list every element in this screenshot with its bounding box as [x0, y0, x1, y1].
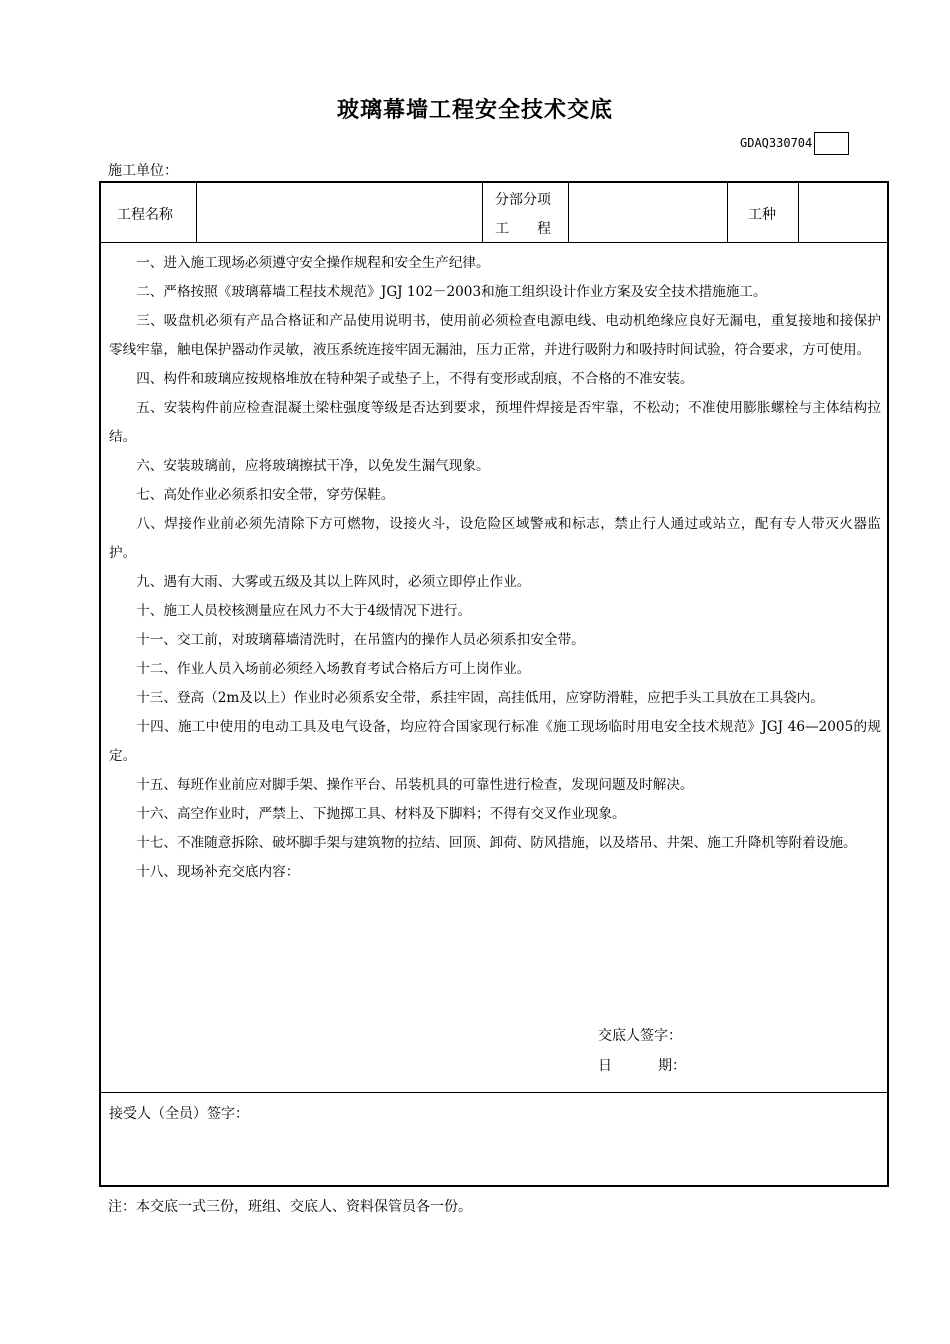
- safety-item: 十五、每班作业前应对脚手架、操作平台、吊装机具的可靠性进行检查，发现问题及时解决。: [136, 777, 694, 793]
- safety-item: 十八、现场补充交底内容：: [136, 864, 300, 880]
- safety-item: 七、高处作业必须系扣安全带，穿劳保鞋。: [136, 487, 395, 503]
- header-divider: [482, 183, 483, 242]
- safety-item: 五、安装构件前应检查混凝土梁柱强度等级是否达到要求，预埋件焊接是否牢靠，不松动；不准使用膨胀螺栓与主体结构拉结。: [109, 400, 881, 445]
- safety-item: 六、安装玻璃前，应将玻璃擦拭干净，以免发生漏气现象。: [136, 458, 490, 474]
- receiver-signature-row[interactable]: [101, 1092, 887, 1122]
- form-code-area: [740, 132, 849, 154]
- sub-project-label-line1: 分部分项: [495, 192, 551, 208]
- safety-item: 三、吸盘机必须有产品合格证和产品使用说明书，使用前必须检查电源电线、电动机绝缘应良好无漏电，重复接地和接保护零线牢靠，触电保护器动作灵敏，液压系统连接牢固无漏油，压力正常，并进行吸附力和吸持时间试验，符合要求，方可使用。: [109, 313, 881, 358]
- date-label-right: 期：: [658, 1058, 686, 1074]
- form-code-box[interactable]: [814, 132, 849, 155]
- safety-item: 十、施工人员校核测量应在风力不大于4级情况下进行。: [136, 603, 472, 619]
- safety-item: 十一、交工前，对玻璃幕墙清洗时，在吊篮内的操作人员必须系扣安全带。: [136, 632, 585, 648]
- safety-item: 十三、登高（2m及以上）作业时必须系安全带，系挂牢固，高挂低用，应穿防滑鞋，应把手头工具放在工具袋内。: [136, 690, 824, 706]
- disclosure-table: [99, 181, 889, 1187]
- safety-item: 十二、作业人员入场前必须经入场教育考试合格后方可上岗作业。: [136, 661, 531, 677]
- safety-item: 九、遇有大雨、大雾或五级及其以上阵风时，必须立即停止作业。: [136, 574, 531, 590]
- discloser-signature-label: 交底人签字：: [598, 1028, 682, 1044]
- sub-project-field[interactable]: [569, 183, 727, 242]
- footnote: 注：本交底一式三份，班组、交底人、资料保管员各一份。: [108, 1199, 472, 1215]
- safety-item: 十四、施工中使用的电动工具及电气设备，均应符合国家现行标准《施工现场临时用电安全技术规范》JGJ 46—2005的规定。: [109, 719, 881, 764]
- document-title: 玻璃幕墙工程安全技术交底: [336, 98, 613, 123]
- construction-unit-label: 施工单位：: [108, 163, 178, 179]
- safety-item: 一、进入施工现场必须遵守安全操作规程和安全生产纪律。: [136, 255, 490, 271]
- project-name-label: 工程名称: [117, 207, 173, 223]
- safety-items: [109, 249, 881, 887]
- form-code: GDAQ330704: [740, 136, 813, 150]
- safety-item: 十七、不准随意拆除、破坏脚手架与建筑物的拉结、回顶、卸荷、防风措施，以及塔吊、井架、施工升降机等附着设施。: [136, 835, 857, 851]
- work-type-field[interactable]: [799, 183, 887, 242]
- header-divider: [727, 183, 728, 242]
- date-label-left: 日: [598, 1058, 612, 1074]
- date-label: [598, 1055, 686, 1075]
- safety-item: 十六、高空作业时，严禁上、下抛掷工具、材料及下脚料；不得有交叉作业现象。: [136, 806, 626, 822]
- safety-item: 八、焊接作业前必须先清除下方可燃物，设接火斗，设危险区域警戒和标志，禁止行人通过或站立，配有专人带灭火器监护。: [109, 516, 881, 561]
- project-name-field[interactable]: [197, 183, 482, 242]
- safety-item: 四、构件和玻璃应按规格堆放在特种架子或垫子上，不得有变形或刮痕，不合格的不准安装。: [136, 371, 694, 387]
- safety-item: 二、严格按照《玻璃幕墙工程技术规范》JGJ 102－2003和施工组织设计作业方案及安全技术措施施工。: [136, 284, 767, 300]
- work-type-label: 工种: [748, 207, 776, 223]
- header-row: [101, 183, 887, 243]
- receiver-signature-label: 接受人（全员）签字：: [109, 1106, 249, 1122]
- sub-project-label-line2: 工 程: [495, 221, 551, 237]
